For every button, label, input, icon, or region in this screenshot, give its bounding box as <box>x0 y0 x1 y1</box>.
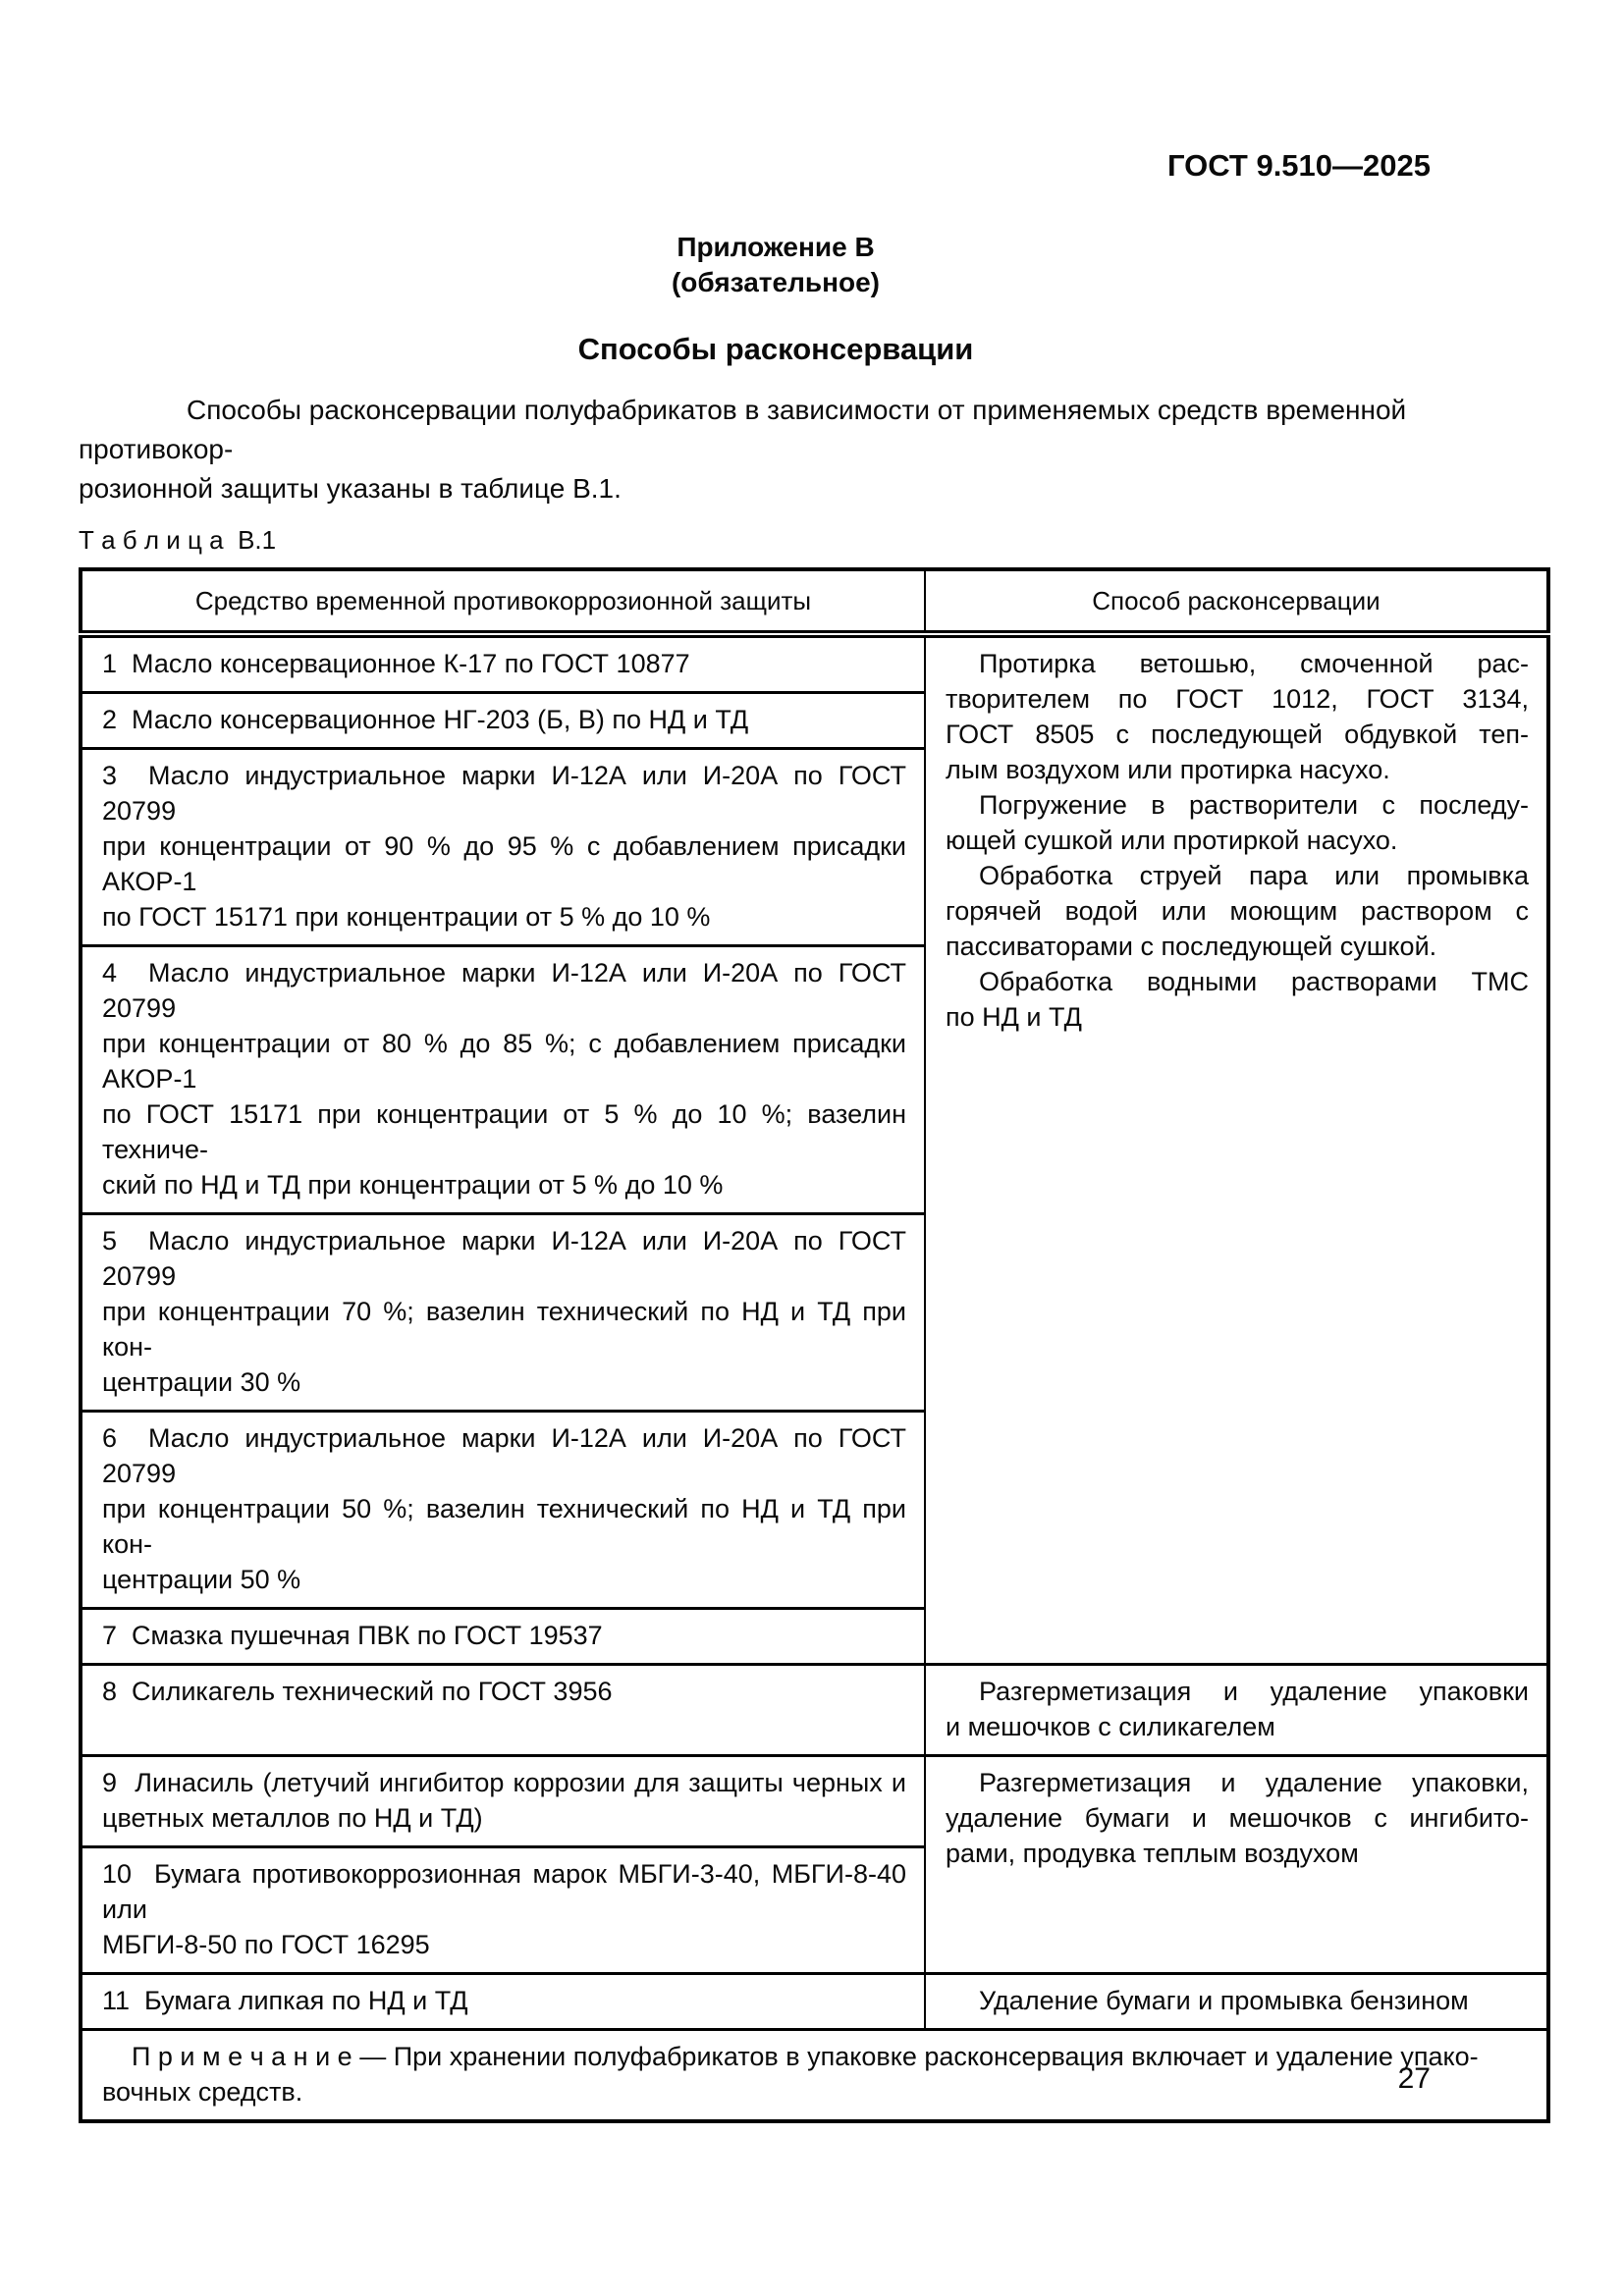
appendix-kind: (обязательное) <box>671 267 880 297</box>
cell-means-6: 6 Масло индустриальное марки И-12А или И-20А по ГОСТ 20799 при концентрации 50 %; вазелин технический по НД и ТД при кон- центрации 50 % <box>81 1412 925 1609</box>
cell-means-2: 2 Масло консервационное НГ-203 (Б, В) по НД и ТД <box>81 693 925 749</box>
cell-means-11: 11 Бумага липкая по НД и ТД <box>81 1974 925 2030</box>
appendix-title: Способы расконсервации <box>577 332 974 366</box>
appendix-heading <box>79 230 1473 300</box>
cell-method-rows-9-10: Разгерметизация и удаление упаковки, удаление бумаги и мешочков с ингибито- рами, продувка теплым воздухом <box>925 1756 1548 1974</box>
table-row <box>81 1756 1548 1847</box>
table-note: П р и м е ч а н и е — При хранении полуфабрикатов в упаковке расконсервация включает и удаление упако- вочных средств. <box>81 2030 1548 2122</box>
table-row <box>81 1665 1548 1756</box>
cell-means-4: 4 Масло индустриальное марки И-12А или И-20А по ГОСТ 20799 при концентрации от 80 % до 85 %; с добавлением присадки АКОР-1 по ГОСТ 15171 при концентрации от 5 % до 10 %; вазелин техниче- ский по НД и ТД при концентрации от 5 % до 10 % <box>81 946 925 1214</box>
column-header-deconservation-method: Способ расконсервации <box>925 569 1548 634</box>
page-number: 27 <box>1397 2062 1431 2095</box>
cell-method-rows-1-7: Протирка ветошью, смоченной рас- творителем по ГОСТ 1012, ГОСТ 3134, ГОСТ 8505 с последующей обдувкой теп- лым воздухом или протирка насухо. Погружение в растворители с последу- ющей сушкой или протиркой насухо. Обработка струей пара или промывка горячей водой или моющим раствором с пассиваторами с последующей сушкой. Обработка водными растворами ТМС по НД и ТД <box>925 634 1548 1665</box>
doc-standard-number: ГОСТ 9.510—2025 <box>1167 148 1431 183</box>
cell-means-7: 7 Смазка пушечная ПВК по ГОСТ 19537 <box>81 1609 925 1665</box>
cell-means-3: 3 Масло индустриальное марки И-12А или И-20А по ГОСТ 20799 при концентрации от 90 % до 95 % с добавлением присадки АКОР-1 по ГОСТ 15171 при концентрации от 5 % до 10 % <box>81 749 925 946</box>
table-row <box>81 634 1548 693</box>
cell-means-1: 1 Масло консервационное К-17 по ГОСТ 10877 <box>81 634 925 693</box>
cell-method-row-8: Разгерметизация и удаление упаковки и мешочков с силикагелем <box>925 1665 1548 1756</box>
intro-paragraph: Способы расконсервации полуфабрикатов в зависимости от применяемых средств временной противокор- розионной защиты указаны в таблице В.1. <box>79 395 1407 504</box>
column-header-protection-means: Средство временной противокоррозионной защиты <box>81 569 925 634</box>
table-header-row <box>81 569 1548 634</box>
cell-means-10: 10 Бумага противокоррозионная марок МБГИ-3-40, МБГИ-8-40 или МБГИ-8-50 по ГОСТ 16295 <box>81 1847 925 1974</box>
table-row <box>81 1974 1548 2030</box>
appendix-name: Приложение В <box>677 232 875 262</box>
cell-method-row-11: Удаление бумаги и промывка бензином <box>925 1974 1548 2030</box>
cell-means-5: 5 Масло индустриальное марки И-12А или И-20А по ГОСТ 20799 при концентрации 70 %; вазелин технический по НД и ТД при кон- центрации 30 % <box>81 1214 925 1412</box>
table-label: Т а б л и ц а В.1 <box>79 525 277 555</box>
deconservation-methods-table <box>79 567 1550 2123</box>
cell-means-9: 9 Линасиль (летучий ингибитор коррозии для защиты черных и цветных металлов по НД и ТД) <box>81 1756 925 1847</box>
cell-means-8: 8 Силикагель технический по ГОСТ 3956 <box>81 1665 925 1756</box>
